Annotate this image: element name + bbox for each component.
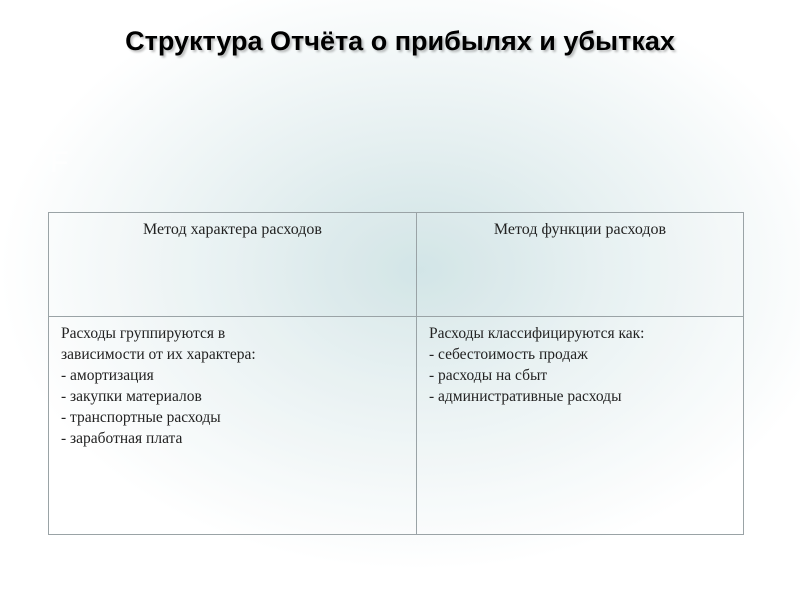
cell-nature-method: [49, 317, 417, 535]
cell-line: - транспортные расходы: [61, 409, 221, 426]
table-body-row: [49, 317, 744, 535]
cell-line: зависимости от их характера:: [61, 346, 256, 363]
comparison-table: [48, 212, 744, 535]
cell-line: - административные расходы: [429, 388, 622, 405]
cell-line: Расходы группируются в: [61, 325, 226, 342]
table-header-row: [49, 213, 744, 317]
header-nature-method: Метод характера расходов: [49, 213, 417, 317]
cell-line: - закупки материалов: [61, 388, 202, 405]
cell-line: - заработная плата: [61, 430, 183, 447]
header-function-method: Метод функции расходов: [417, 213, 744, 317]
cell-line: - амортизация: [61, 367, 154, 384]
cell-line: - себестоимость продаж: [429, 346, 588, 363]
cell-function-method: [417, 317, 744, 535]
cell-line: - расходы на сбыт: [429, 367, 548, 384]
slide-title: Структура Отчёта о прибылях и убытках: [125, 26, 675, 56]
cell-line: Расходы классифицируются как:: [429, 325, 645, 342]
faded-letter: F: [50, 146, 69, 179]
